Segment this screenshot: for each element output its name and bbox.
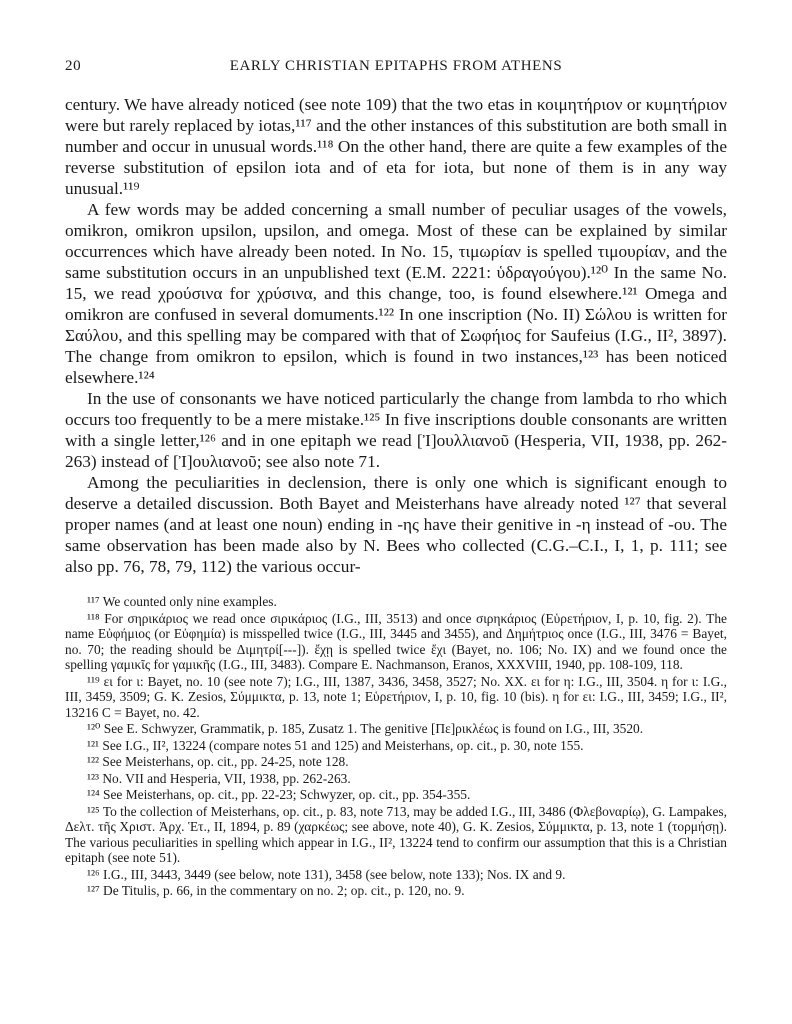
body-paragraph: Among the peculiarities in declension, there is only one which is significant enough to deserve a detailed discussion. Both Bayet and Meisterhans have already noted ¹²⁷ that several proper names (and at least one noun) ending in -ης have their genitive in -η instead of -ου. The same observation has been made also by N. Bees who collected (C.G.–C.I., I, 1, p. 111; see also pp. 76, 78, 79, 112) the various occur- [65, 473, 727, 576]
footnote: ¹²⁰ See E. Schwyzer, Grammatik, p. 185, Zusatz 1. The genitive [Πε]ρικλέως is found on I.G., III, 3520. [87, 721, 644, 736]
footnote: ¹²³ No. VII and Hesperia, VII, 1938, pp. 262-263. [87, 770, 351, 786]
document-page [65, 58, 727, 900]
footnote: ¹²⁶ I.G., III, 3443, 3449 (see below, note 131), 3458 (see below, note 133); Nos. IX and 9. [87, 866, 566, 882]
body-paragraph: In the use of consonants we have noticed particularly the change from lambda to rho which occurs too frequently to be a mere mistake.¹²⁵ In five inscriptions double consonants are written with a single letter,¹²⁶ and in one epitaph we read [Ἰ]ουλλιανοῦ (Hesperia, VII, 1938, pp. 262-263) instead of [Ἰ]ουλιανοῦ; see also note 71. [65, 389, 727, 471]
footnote: ¹¹⁷ We counted only nine examples. [87, 594, 277, 609]
footnotes [65, 594, 727, 899]
footnote: ¹¹⁸ For σηρικάριος we read once σιρικάριος (I.G., III, 3513) and once σιρηκάριος (Εὑρετήριον, I, p. 10, fig. 2). The name Εὐφήμιος (or Εὐφημία) is misspelled twice (I.G., III, 3445 and 3455), and Δημήτριος once (I.G., III, 3476 = Bayet, no. 70; the reading should be Διμητρί[---]). ἔχῃ is spelled twice ἔχι (Bayet, no. 106; No. IX) and we found once the spelling γαμικῖς for γαμικῆς (I.G., III, 3483). Compare E. Nachmanson, Eranos, XXXVIII, 1940, pp. 108-109, 118. [65, 610, 727, 672]
body-paragraph: A few words may be added concerning a small number of peculiar usages of the vowels, omikron, omikron upsilon, upsilon, and omega. Most of these can be explained by similar occurrences which have already been noted. In No. 15, τιμωρίαν is spelled τιμουρίαν, and the same substitution occurs in an unpublished text (E.M. 2221: ὑδραγούγου).¹²⁰ In the same No. 15, we read χρούσινα for χρύσινα, and this change, too, is found elsewhere.¹²¹ Omega and omikron are confused in several domuments.¹²² In one inscription (No. II) Σώλου is written for Σαύλου, and this spelling may be compared with that of Σωφήιος for Saufeius (I.G., II², 3897). The change from omikron to epsilon, which is found in two instances,¹²³ has been noticed elsewhere.¹²⁴ [65, 200, 727, 387]
running-title: EARLY CHRISTIAN EPITAPHS FROM ATHENS [229, 58, 563, 74]
page-number: 20 [65, 58, 82, 74]
body-paragraph: century. We have already noticed (see note 109) that the two etas in κοιμητήριον or κυμητήριον were but rarely replaced by iotas,¹¹⁷ and the other instances of this substitution are both small in number and occur in unusual words.¹¹⁸ On the other hand, there are quite a few examples of the reverse substitution of epsilon iota and of eta for iota, but none of them is in any way unusual.¹¹⁹ [65, 95, 727, 198]
footnote: ¹²⁵ To the collection of Meisterhans, op. cit., p. 83, note 713, may be added I.G., III, 3486 (Φλεβοναρίῳ), G. Lampakes, Δελτ. τῆς Χριστ. Ἀρχ. Ἑτ., II, 1894, p. 89 (χαρκέως; see above, note 40), G. K. Zesios, Σύμμικτα, p. 13, note 1 (τορμήσῃ). The various peculiarities in spelling which appear in I.G., II², 13224 tend to confirm our assumption that this is a Christian epitaph (see note 51). [65, 803, 727, 865]
running-head [65, 58, 727, 80]
footnote: ¹¹⁹ ει for ι: Bayet, no. 10 (see note 7); I.G., III, 1387, 3436, 3458, 3527; No. XX. ει for η: I.G., III, 3504. η for ι: I.G., III, 3459, 3509; G. K. Zesios, Σύμμικτα, p. 13, note 1; Εὑρετήριον, I, p. 10, fig. 10 (bis). η for ει: I.G., III, 3459; I.G., II², 13216 C = Bayet, no. 42. [65, 673, 727, 720]
body-text [65, 94, 727, 577]
footnote: ¹²⁴ See Meisterhans, op. cit., pp. 22-23; Schwyzer, op. cit., pp. 354-355. [87, 787, 471, 802]
footnote: ¹²⁷ De Titulis, p. 66, in the commentary on no. 2; op. cit., p. 120, no. 9. [87, 883, 465, 898]
footnote: ¹²² See Meisterhans, op. cit., pp. 24-25, note 128. [87, 754, 349, 769]
footnote: ¹²¹ See I.G., II², 13224 (compare notes 51 and 125) and Meisterhans, op. cit., p. 30, note 155. [87, 737, 584, 753]
